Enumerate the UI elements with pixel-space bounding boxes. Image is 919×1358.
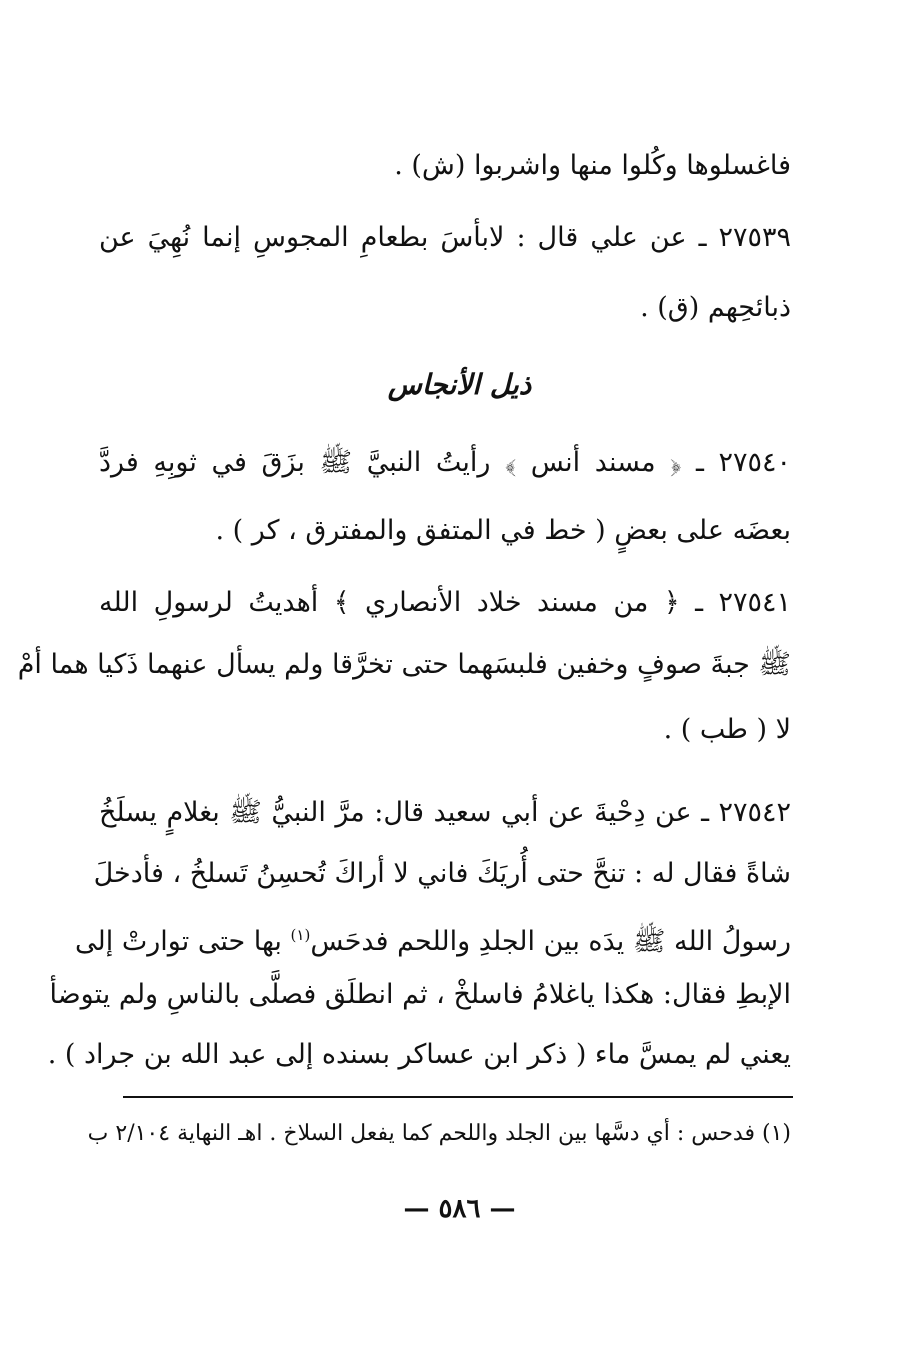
hadith-27541-line-2: ﷺ جبةَ صوفٍ وخفين فلبسَهما حتى تخرَّقا ولم يسأل عنهما ذَكيا هما أمْ xyxy=(17,649,791,680)
footnote-marker: (١) xyxy=(290,926,311,944)
hadith-27542-line-1: ٢٧٥٤٢ ـ عن دِحْيةَ عن أبي سعيد قال: مرَّ النبيُّ ﷺ بغلامٍ يسلَخُ xyxy=(99,797,791,828)
hadith-27541-line-1: ٢٧٥٤١ ـ ﴿ من مسند خلاد الأنصاري ﴾ أهديتُ لرسولِ الله xyxy=(99,587,791,618)
text-line-1: فاغسلوها وكُلوا منها واشربوا (ش) . xyxy=(394,150,791,181)
hadith-27540-line-2: بعضَه على بعضٍ ( خط في المتفق والمفترق ، كر ) . xyxy=(215,515,791,546)
hadith-27542-line-3 xyxy=(75,915,791,962)
section-heading: ذيل الأنجاس xyxy=(387,368,532,401)
hadith-27540-line-1: ٢٧٥٤٠ ـ ﴿ مسند أنس ﴾ رأيتُ النبيَّ ﷺ بزَقَ في ثوبِهِ فردَّ xyxy=(99,447,791,478)
page-number: — ٥٨٦ — xyxy=(403,1194,516,1224)
hadith-27541-line-3: لا ( طب ) . xyxy=(663,714,791,745)
hadith-27542-line-3-start: رسولُ الله ﷺ يدَه بين الجلدِ واللحم فدحَس xyxy=(310,926,791,957)
hadith-27542-line-2: شاةً فقال له : تنحَّ حتى أُريَكَ فاني لا أراكَ تُحسِنُ تَسلخُ ، فأدخلَ xyxy=(93,858,791,889)
footnote-divider xyxy=(123,1096,793,1098)
hadith-27539-line-1: ٢٧٥٣٩ ـ عن علي قال : لابأسَ بطعامِ المجوسِ إنما نُهِيَ عن xyxy=(99,222,791,253)
hadith-27542-line-3-end: بها حتى توارتْ إلى xyxy=(75,926,282,957)
hadith-27542-line-5: يعني لم يمسَّ ماء ( ذكر ابن عساكر بسنده إلى عبد الله بن جراد ) . xyxy=(47,1039,791,1070)
hadith-27542-line-4: الإبطِ فقال: هكذا ياغلامُ فاسلخْ ، ثم انطلَق فصلَّى بالناسِ ولم يتوضأ xyxy=(49,979,791,1010)
hadith-27539-line-2: ذبائحِهم (ق) . xyxy=(640,292,791,323)
footnote: (١) فدحس : أي دسَّها بين الجلد واللحم كما يفعل السلاخ . اهـ النهاية ٢/١٠٤ ب xyxy=(87,1121,791,1146)
